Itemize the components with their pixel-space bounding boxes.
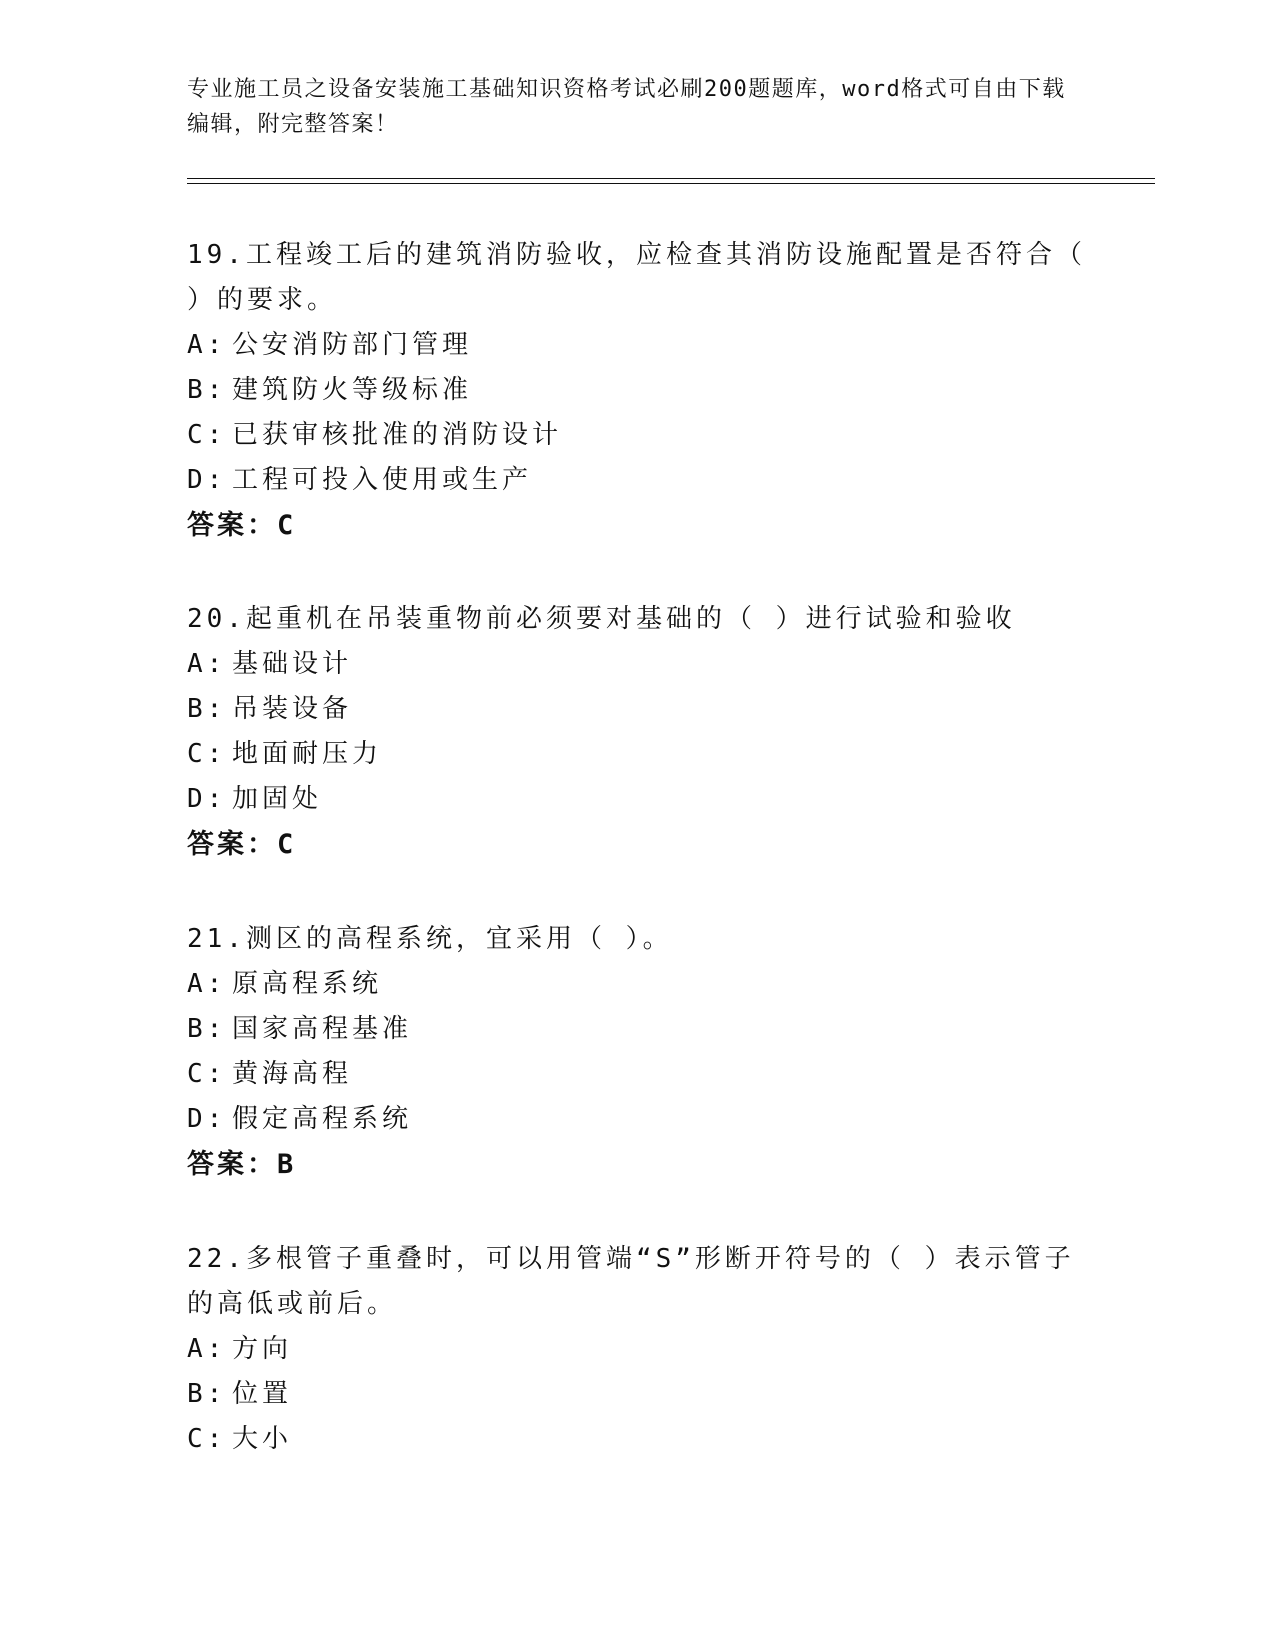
option-d bbox=[187, 1097, 1087, 1142]
option-text: 建筑防火等级标准 bbox=[232, 375, 473, 405]
option-key: A: bbox=[187, 969, 227, 999]
option-text: 加固处 bbox=[232, 784, 323, 814]
question-20 bbox=[187, 597, 1087, 868]
option-key: B: bbox=[187, 1379, 227, 1409]
header-divider-bottom bbox=[187, 183, 1155, 184]
question-21 bbox=[187, 917, 1087, 1188]
option-key: B: bbox=[187, 1014, 227, 1044]
option-key: C: bbox=[187, 1059, 227, 1089]
option-text: 地面耐压力 bbox=[232, 739, 383, 769]
option-text: 假定高程系统 bbox=[232, 1104, 413, 1134]
option-a bbox=[187, 323, 1087, 368]
option-c bbox=[187, 1417, 1087, 1462]
option-key: D: bbox=[187, 784, 227, 814]
question-text: 20.起重机在吊装重物前必须要对基础的（ ）进行试验和验收 bbox=[187, 604, 1016, 634]
option-text: 方向 bbox=[232, 1334, 293, 1364]
option-text: 位置 bbox=[232, 1379, 293, 1409]
option-c bbox=[187, 413, 1087, 458]
option-d bbox=[187, 777, 1087, 822]
option-b bbox=[187, 368, 1087, 413]
option-d bbox=[187, 458, 1087, 503]
option-b bbox=[187, 1007, 1087, 1052]
question-19 bbox=[187, 233, 1087, 549]
question-text: 21.测区的高程系统，宜采用（ ）。 bbox=[187, 924, 673, 954]
question-text: 19.工程竣工后的建筑消防验收，应检查其消防设施配置是否符合（ ）的要求。 bbox=[187, 240, 1086, 315]
option-text: 黄海高程 bbox=[232, 1059, 353, 1089]
option-a bbox=[187, 962, 1087, 1007]
option-c bbox=[187, 1052, 1087, 1097]
header-divider-top bbox=[187, 178, 1155, 179]
option-key: D: bbox=[187, 465, 227, 495]
document-header: 专业施工员之设备安装施工基础知识资格考试必刷200题题库，word格式可自由下载编辑，附完整答案！ bbox=[187, 77, 1066, 137]
option-text: 大小 bbox=[232, 1424, 293, 1454]
option-key: B: bbox=[187, 694, 227, 724]
option-text: 公安消防部门管理 bbox=[232, 330, 473, 360]
option-key: D: bbox=[187, 1104, 227, 1134]
option-a bbox=[187, 1327, 1087, 1372]
option-key: A: bbox=[187, 1334, 227, 1364]
option-text: 工程可投入使用或生产 bbox=[232, 465, 533, 495]
answer-line: 答案：B bbox=[187, 1149, 297, 1180]
answer-line: 答案：C bbox=[187, 510, 297, 541]
option-text: 已获审核批准的消防设计 bbox=[232, 420, 563, 450]
option-key: B: bbox=[187, 375, 227, 405]
question-22 bbox=[187, 1237, 1087, 1462]
option-key: C: bbox=[187, 739, 227, 769]
option-text: 基础设计 bbox=[232, 649, 353, 679]
question-text: 22.多根管子重叠时，可以用管端“S”形断开符号的（ ）表示管子的高低或前后。 bbox=[187, 1244, 1075, 1319]
option-key: A: bbox=[187, 330, 227, 360]
option-c bbox=[187, 732, 1087, 777]
option-b bbox=[187, 1372, 1087, 1417]
option-key: C: bbox=[187, 420, 227, 450]
option-b bbox=[187, 687, 1087, 732]
option-text: 吊装设备 bbox=[232, 694, 353, 724]
option-a bbox=[187, 642, 1087, 687]
answer-line: 答案：C bbox=[187, 829, 297, 860]
option-key: C: bbox=[187, 1424, 227, 1454]
option-key: A: bbox=[187, 649, 227, 679]
option-text: 原高程系统 bbox=[232, 969, 383, 999]
option-text: 国家高程基准 bbox=[232, 1014, 413, 1044]
